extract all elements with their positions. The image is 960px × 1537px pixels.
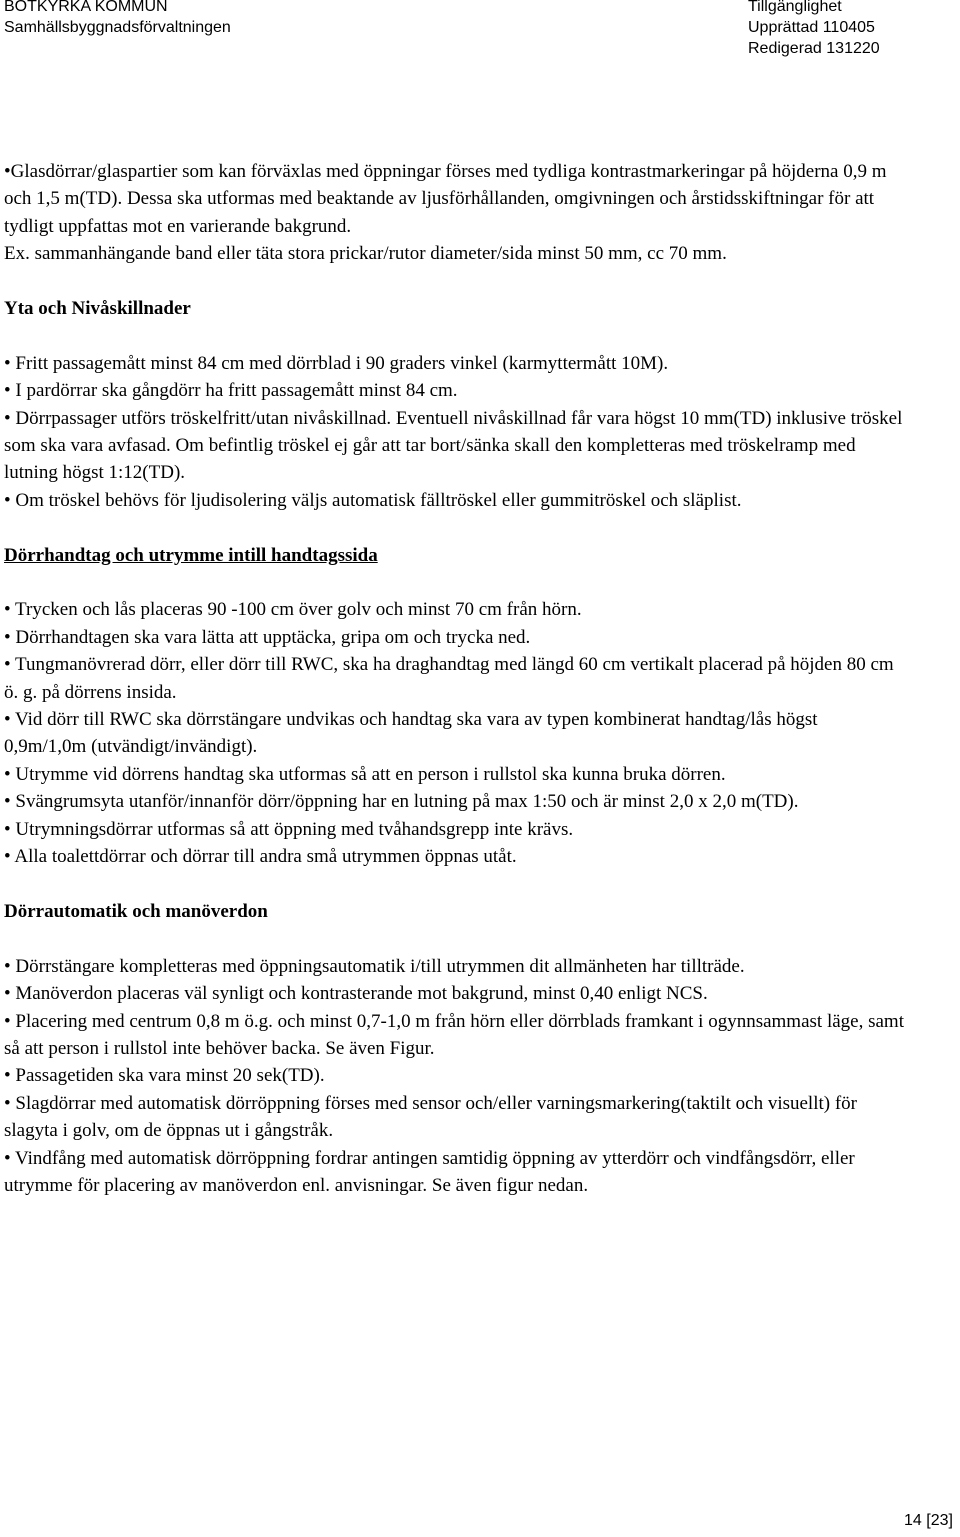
section-heading: Dörrhandtag och utrymme intill handtagssida	[4, 544, 378, 566]
blank-line	[4, 569, 904, 596]
body-paragraph: • Svängrumsyta utanför/innanför dörr/öppning har en lutning på max 1:50 och är minst 2,0 x 2,0 m(TD).	[4, 791, 799, 813]
body-paragraph: • Fritt passagemått minst 84 cm med dörrblad i 90 graders vinkel (karmyttermått 10M).	[4, 352, 669, 374]
header-municipality: BOTKYRKA KOMMUN	[4, 0, 168, 15]
body-paragraph: • Dörrstängare kompletteras med öppningsautomatik i/till utrymmen dit allmänheten har tillträde.	[4, 955, 745, 977]
body-paragraph: • Vid dörr till RWC ska dörrstängare undvikas och handtag ska vara av typen kombinerat handtag/lås högst 0,9m/1,0m (utvändigt/invändigt).	[4, 709, 818, 758]
body-paragraph: •Glasdörrar/glaspartier som kan förväxlas med öppningar förses med tydliga kontrastmarkeringar på höjderna 0,9 m och 1,5 m(TD). Dessa ska utformas med beaktande av ljusförhållanden, omgivningen och årstidsskiftningar för att tydligt uppfattas mot en varierande bakgrund.	[4, 161, 887, 237]
page-header	[0, 0, 960, 70]
body-paragraph: • Passagetiden ska vara minst 20 sek(TD).	[4, 1065, 325, 1087]
header-department: Samhällsbyggnadsförvaltningen	[4, 19, 231, 36]
page-number: 14 [23]	[904, 1512, 953, 1529]
body-paragraph: • Placering med centrum 0,8 m ö.g. och minst 0,7-1,0 m från hörn eller dörrblads framkant i ogynnsammast läge, samt så att person i rullstol inte behöver backa. Se även Figur.	[4, 1010, 904, 1059]
blank-line	[4, 268, 904, 295]
header-edited-date: Redigerad 131220	[748, 40, 880, 57]
body-paragraph: • Tungmanövrerad dörr, eller dörr till RWC, ska ha draghandtag med längd 60 cm vertikalt placerad på höjden 80 cm ö. g. på dörrens insida.	[4, 654, 894, 703]
body-paragraph: • Vindfång med automatisk dörröppning fordrar antingen samtidig öppning av ytterdörr och vindfångsdörr, eller utrymme för placering av manöverdon enl. anvisningar. Se även figur nedan.	[4, 1147, 855, 1196]
body-paragraph: • Trycken och lås placeras 90 -100 cm över golv och minst 70 cm från hörn.	[4, 599, 582, 621]
blank-line	[4, 871, 904, 898]
body-paragraph: • Slagdörrar med automatisk dörröppning förses med sensor och/eller varningsmarkering(taktilt och visuellt) för slagyta i golv, om de öppnas ut i gångstråk.	[4, 1092, 857, 1142]
section-heading: Yta och Nivåskillnader	[4, 298, 191, 320]
header-organization	[4, 0, 231, 38]
body-paragraph: • Alla toalettdörrar och dörrar till andra små utrymmen öppnas utåt.	[4, 846, 517, 868]
header-created-date: Upprättad 110405	[748, 19, 875, 36]
section-heading: Dörrautomatik och manöverdon	[4, 900, 268, 922]
blank-line	[4, 925, 904, 952]
body-paragraph: • Utrymningsdörrar utformas så att öppning med tvåhandsgrepp inte krävs.	[4, 818, 574, 840]
header-document-info	[748, 0, 880, 59]
blank-line	[4, 322, 904, 349]
body-paragraph: • Dörrhandtagen ska vara lätta att upptäcka, gripa om och trycka ned.	[4, 626, 531, 648]
body-paragraph: • I pardörrar ska gångdörr ha fritt passagemått minst 84 cm.	[4, 380, 458, 402]
header-document-title: Tillgänglighet	[748, 0, 842, 15]
body-paragraph: • Manöverdon placeras väl synligt och kontrasterande mot bakgrund, minst 0,40 enligt NCS.	[4, 983, 708, 1005]
body-paragraph: Ex. sammanhängande band eller täta stora prickar/rutor diameter/sida minst 50 mm, cc 70 mm.	[4, 243, 727, 265]
body-paragraph: • Om tröskel behövs för ljudisolering väljs automatisk fälltröskel eller gummitröskel och släplist.	[4, 489, 742, 511]
body-paragraph: • Utrymme vid dörrens handtag ska utformas så att en person i rullstol ska kunna bruka dörren.	[4, 763, 726, 785]
document-body	[4, 158, 904, 1199]
body-paragraph: • Dörrpassager utförs tröskelfritt/utan nivåskillnad. Eventuell nivåskillnad får vara högst 10 mm(TD) inklusive tröskel som ska vara avfasad. Om befintlig tröskel ej går att tar bort/sänka skall den kompletteras med tröskelramp med lutning högst 1:12(TD).	[4, 407, 903, 484]
blank-line	[4, 514, 904, 541]
